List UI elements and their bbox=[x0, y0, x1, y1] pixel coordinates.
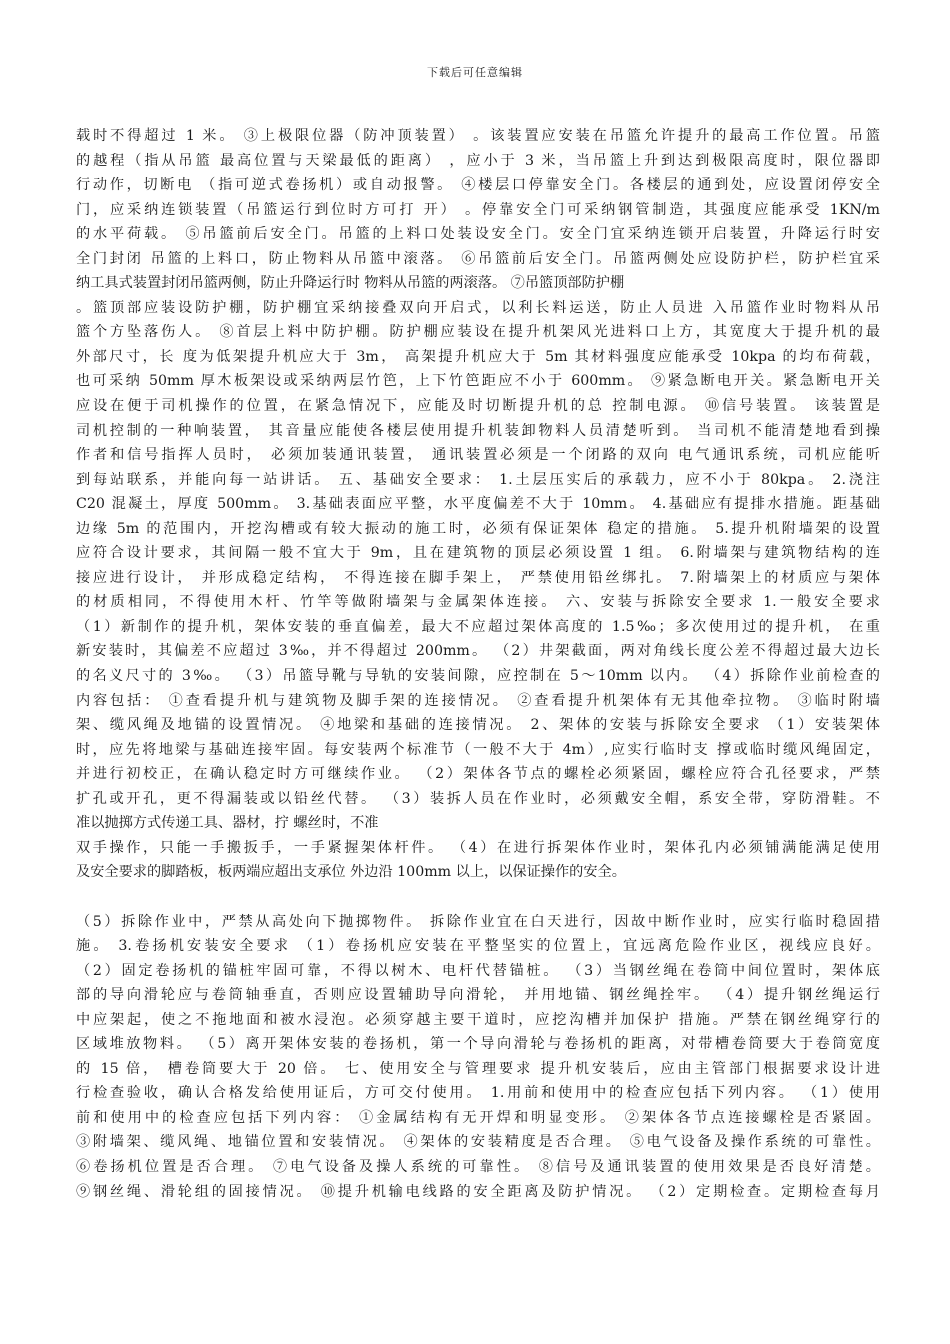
document-body bbox=[76, 124, 880, 1204]
text-line: 外部尺寸，长 度为低架提升机应大于 3m， 高架提升机应大于 5m 其材料强度应能承受 10kpa 的均布荷载， bbox=[76, 348, 880, 365]
text-line: 的水平荷载。 ⑤吊篮前后安全门。吊篮的上料口处装设安全门。安全门宜采纳连锁开启装置，升降运行时安 bbox=[76, 226, 880, 243]
text-line: 接应进行设计， 并形成稳定结构， 不得连接在脚手架上， 严禁使用铅丝绑扎。 7.附墙架上的材质应与架体 bbox=[76, 569, 880, 586]
text-line: 新安装时，其偏差不应超过 3‰，并不得超过 200mm。 （2）井架截面，两对角线长度公差不得超过最大边长 bbox=[76, 643, 880, 660]
text-line: 纳工具式装置封闭吊篮两侧，防止升降运行时 物料从吊篮的两滚落。 ⑦吊篮顶部防护棚 bbox=[76, 275, 625, 292]
text-line: 门，应采纳连锁装置（吊篮运行到位时方可打 开） 。停靠安全门可采纳钢管制造，其强度应能承受 1KN/m bbox=[76, 201, 880, 218]
text-line: 内容包括： ①查看提升机与建筑物及脚手架的连接情况。 ②查看提升机架体有无其他牵拉物。 ③临时附墙 bbox=[76, 692, 880, 709]
text-line: 的名义尺寸的 3‰。 （3）吊篮导靴与导轨的安装间隙，应控制在 5～10mm 以内。 （4）拆除作业前检查的 bbox=[76, 668, 880, 685]
text-line: 双手操作，只能一手搬扳手，一手紧握架体杆件。 （4）在进行拆架体作业时，架体孔内必须铺满能满足使用 bbox=[76, 839, 880, 856]
text-line: 时，应先将地梁与基础连接牢固。每安装两个标准节（一般不大于 4m）,应实行临时支 撑或临时缆风绳固定， bbox=[76, 741, 880, 758]
text-line: （5）拆除作业中，严禁从高处向下抛掷物件。 拆除作业宜在白天进行，因故中断作业时，应实行临时稳固措 bbox=[76, 913, 880, 930]
text-line: 中应架起，使之不拖地面和被水浸泡。必须穿越主要干道时，应挖沟槽并加保护 措施。严禁在钢丝绳穿行的 bbox=[76, 1011, 880, 1028]
text-line: 到每站联系，并能向每一站讲话。 五、基础安全要求： 1.土层压实后的承载力，应不小于 80kpa。 2.浇注 bbox=[76, 471, 880, 488]
text-line: 的材质相同，不得使用木杆、竹竿等做附墙架与金属架体连接。 六、安装与拆除安全要求 1.一般安全要求 bbox=[76, 594, 880, 611]
text-line: ⑨钢丝绳、滑轮组的固接情况。 ⑩提升机输电线路的安全距离及防护情况。 （2）定期检查。定期检查每月 bbox=[76, 1183, 880, 1200]
text-line: 的越程（指从吊篮 最高位置与天梁最低的距离） ，应小于 3 米，当吊篮上升到达到极限高度时，限位器即 bbox=[76, 152, 880, 169]
text-line: 行动作，切断电 （指可逆式卷扬机）或自动报警。 ④楼层口停靠安全门。各楼层的通到处，应设置闭停安全 bbox=[76, 177, 880, 194]
text-line: 区域堆放物料。 （5）离开架体安装的卷扬机，第一个导向滑轮与卷扬机的距离，对带槽卷筒要大于卷筒宽度 bbox=[76, 1036, 880, 1053]
text-line: （1）新制作的提升机，架体安装的垂直偏差，最大不应超过架体高度的 1.5‰；多次使用过的提升机， 在重 bbox=[76, 618, 880, 635]
text-line: （2）固定卷扬机的锚桩牢固可靠，不得以树木、电杆代替锚桩。 （3）当钢丝绳在卷筒中间位置时，架体底 bbox=[76, 962, 880, 979]
text-line: 前和使用中的检查应包括下列内容： ①金属结构有无开焊和明显变形。 ②架体各节点连接螺栓是否紧固。 bbox=[76, 1109, 880, 1126]
text-line: 并进行初校正，在确认稳定时方可继续作业。 （2）架体各节点的螺栓必须紧固，螺栓应符合孔径要求，严禁 bbox=[76, 766, 880, 783]
text-line: 行检查验收，确认合格发给使用证后，方可交付使用。 1.用前和使用中的检查应包括下列内容。 （1）使用 bbox=[76, 1085, 880, 1102]
text-line: 也可采纳 50mm 厚木板架设或采纳两层竹笆，上下竹笆距应不小于 600mm。 ⑨紧急断电开关。紧急断电开关 bbox=[76, 373, 880, 390]
paragraph-gap bbox=[76, 885, 880, 910]
text-line: ③附墙架、缆风绳、地锚位置和安装情况。 ④架体的安装精度是否合理。 ⑤电气设备及操作系统的可靠性。 bbox=[76, 1134, 880, 1151]
text-line: 全门封闭 吊篮的上料口，防止物料从吊篮中滚落。 ⑥吊篮前后安全门。吊篮两侧处应设防护栏，防护栏宜采 bbox=[76, 250, 880, 267]
text-line: 架、缆风绳及地锚的设置情况。 ④地梁和基础的连接情况。 2、架体的安装与拆除安全要求 （1）安装架体 bbox=[76, 717, 880, 734]
text-line: 应符合设计要求，其间隔一般不宜大于 9m，且在建筑物的顶层必须设置 1 组。 6.附墙架与建筑物结构的连 bbox=[76, 545, 880, 562]
page-header: 下载后可任意编辑 bbox=[427, 66, 523, 79]
text-line: 篮个方坠落伤人。 ⑧首层上料中防护棚。防护棚应装设在提升机架风光进料口上方，其宽度大于提升机的最 bbox=[76, 324, 880, 341]
text-line: 。篮顶部应装设防护棚，防护棚宜采纳接叠双向开启式，以利长料运送，防止人员进 入吊篮作业时物料从吊 bbox=[76, 299, 880, 316]
text-line: 施。 3.卷扬机安装安全要求 （1）卷扬机应安装在平整坚实的位置上，宜远离危险作业区，视线应良好。 bbox=[76, 938, 880, 955]
text-line: 边缘 5m 的范围内，开挖沟槽或有较大振动的施工时，必须有保证架体 稳定的措施。 5.提升机附墙架的设置 bbox=[76, 520, 880, 537]
text-line: 司机控制的一种响装置， 其音量应能使各楼层使用提升机装卸物料人员清楚听到。 当司机不能清楚地看到操 bbox=[76, 422, 880, 439]
text-line: ⑥卷扬机位置是否合理。 ⑦电气设备及操人系统的可靠性。 ⑧信号及通讯装置的使用效果是否良好清楚。 bbox=[76, 1158, 880, 1175]
text-line: C20 混凝土，厚度 500mm。 3.基础表面应平整，水平度偏差不大于 10mm。 4.基础应有提排水措施。距基础 bbox=[76, 496, 880, 513]
text-line: 准以抛掷方式传递工具、器材，拧 螺丝时，不准 bbox=[76, 815, 379, 832]
text-line: 作者和信号指挥人员时， 必须加装通讯装置， 通讯装置必须是一个闭路的双向 电气通讯系统，司机应能听 bbox=[76, 447, 880, 464]
text-line: 的 15 倍， 槽卷筒要大于 20 倍。 七、使用安全与管理要求 提升机安装后，应由主管部门根据要求设计进 bbox=[76, 1060, 880, 1077]
text-line: 载时不得超过 1 米。 ③上极限位器（防冲顶装置） 。该装置应安装在吊篮允许提升的最高工作位置。吊篮 bbox=[76, 128, 880, 144]
text-line: 扩孔或开孔，更不得漏装或以铅丝代替。 （3）装拆人员在作业时，必须戴安全帽，系安全带，穿防滑鞋。不 bbox=[76, 790, 880, 807]
paragraph-2 bbox=[76, 910, 880, 1205]
text-line: 及安全要求的脚踏板，板两端应超出支承位 外边沿 100mm 以上，以保证操作的安全。 bbox=[76, 864, 626, 881]
paragraph-1 bbox=[76, 124, 880, 885]
text-line: 应设在便于司机操作的位置，在紧急情况下，应能及时切断提升机的总 控制电源。 ⑩信号装置。 该装置是 bbox=[76, 398, 880, 415]
text-line: 部的导向滑轮应与卷筒轴垂直，否则应设置辅助导向滑轮， 并用地锚、钢丝绳拴牢。 （4）提升钢丝绳运行 bbox=[76, 987, 880, 1004]
